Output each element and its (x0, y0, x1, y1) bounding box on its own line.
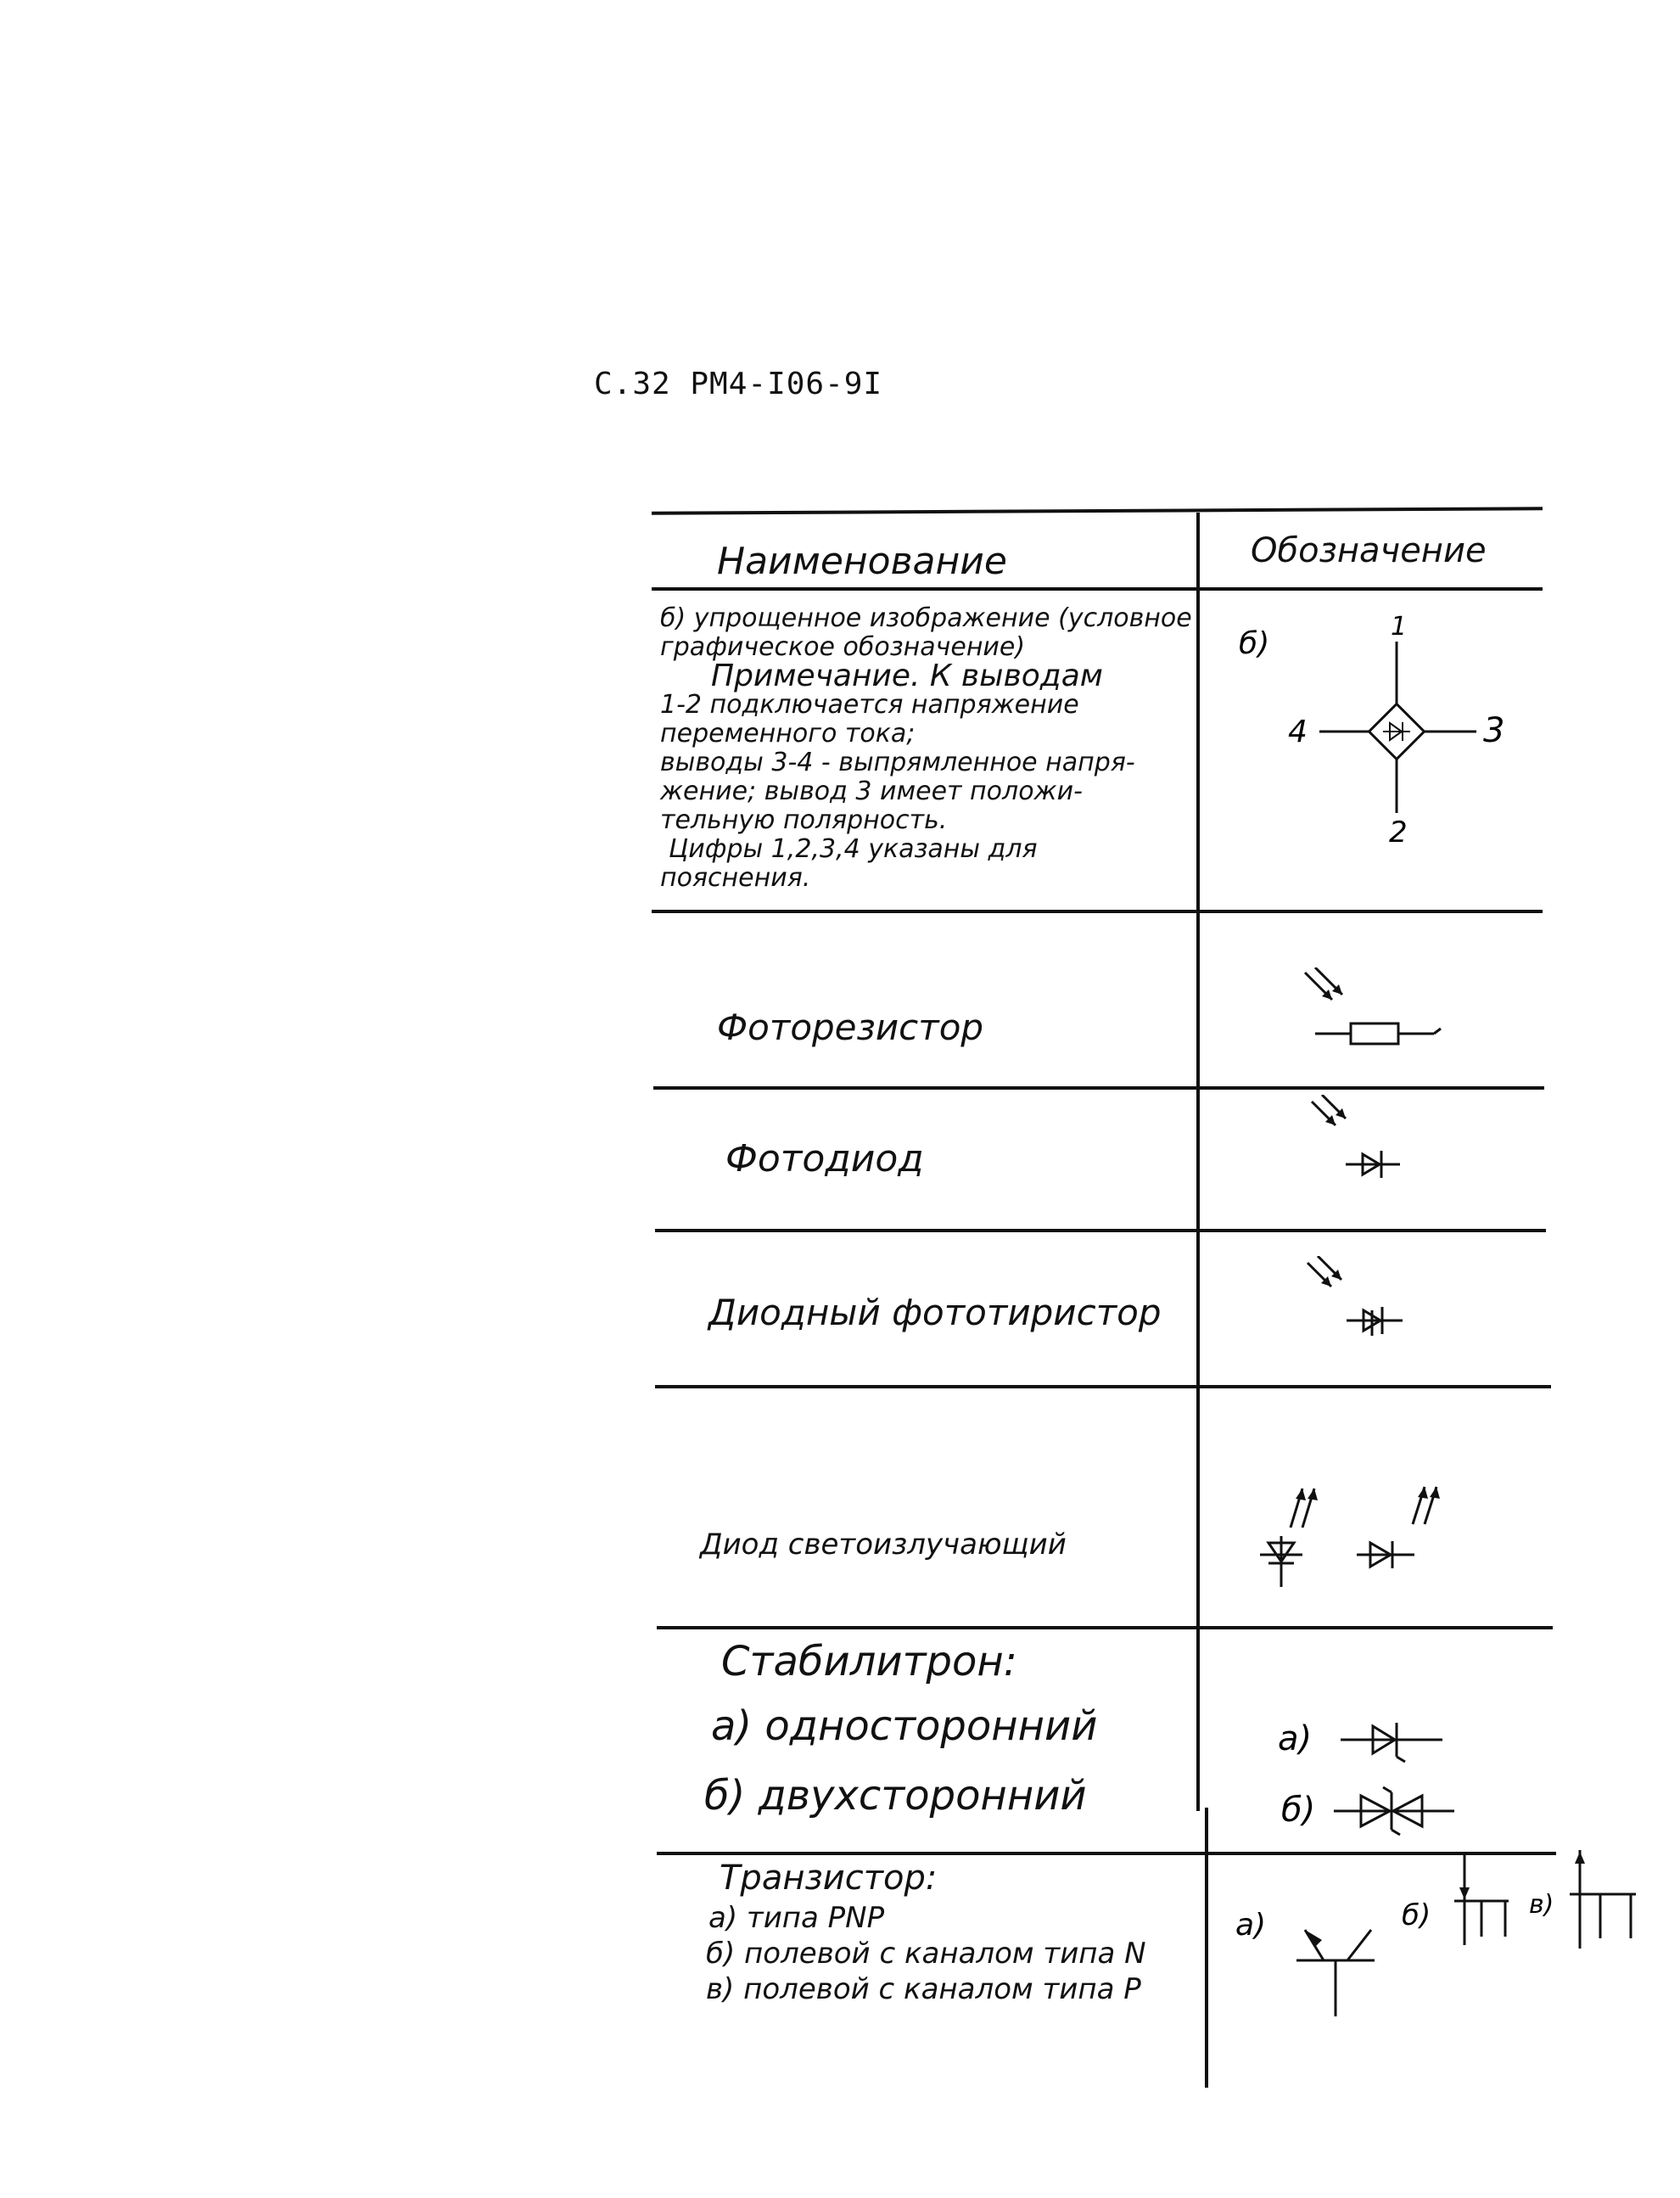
zener-sym-label-a: а) (1278, 1719, 1313, 1758)
bridge-line-6: выводы 3-4 - выпрямленное напря- (660, 748, 1135, 777)
photodiode-name: Фотодиод (725, 1137, 924, 1180)
led-name: Диод светоизлучающий (700, 1528, 1067, 1562)
photoresistor-name: Фоторезистор (717, 1006, 984, 1048)
bridge-line-4: 1-2 подключается напряжение (660, 690, 1079, 720)
zener-item-a: а) односторонний (711, 1702, 1098, 1750)
zener-item-b: б) двухсторонний (704, 1772, 1087, 1820)
transistor-sym-label-c: в) (1529, 1890, 1554, 1920)
led-symbol-vertical (1243, 1477, 1362, 1595)
table-top-rule (652, 507, 1543, 514)
bridge-description (660, 604, 1203, 893)
bridge-line-3: Примечание. К выводам (711, 659, 1103, 693)
row-rule-5 (657, 1626, 1553, 1629)
transistor-item-b: б) полевой с каналом типа N (706, 1937, 1146, 1971)
header-bottom-rule (652, 587, 1543, 591)
transistor-symbol-a (1230, 1859, 1400, 2028)
column-divider-lower (1205, 1808, 1208, 2088)
transistor-symbol-c (1527, 1842, 1655, 1952)
row-rule-1 (652, 910, 1543, 913)
zener-symbol-b (1273, 1777, 1476, 1845)
zener-title: Стабилитрон: (721, 1638, 1017, 1685)
photothyristor-name: Диодный фототиристор (708, 1292, 1162, 1333)
zener-sym-label-b: б) (1281, 1791, 1316, 1830)
zener-symbol-a (1273, 1706, 1459, 1774)
photothyristor-symbol (1302, 1256, 1421, 1358)
row-rule-2 (653, 1086, 1544, 1090)
bridge-line-1: б) упрощенное изображение (условное (660, 603, 1192, 633)
bridge-line-9: Цифры 1,2,3,4 указаны для (669, 834, 1038, 864)
bridge-line-5: переменного тока; (660, 719, 916, 749)
photoresistor-symbol (1298, 967, 1468, 1052)
bridge-line-10: пояснения. (660, 863, 811, 893)
bridge-prefix: б) (1239, 626, 1270, 661)
row-rule-3 (655, 1229, 1546, 1232)
column-header-name: Наименование (717, 540, 1007, 583)
row-rule-4 (655, 1385, 1551, 1388)
bridge-pin-3: 3 (1483, 711, 1505, 750)
bridge-line-2: графическое обозначение) (660, 632, 1026, 662)
transistor-sym-label-a: а) (1235, 1908, 1267, 1943)
photodiode-symbol (1307, 1095, 1425, 1197)
bridge-pin-4: 4 (1288, 715, 1308, 749)
transistor-symbol-b (1400, 1850, 1519, 1952)
bridge-pin-2: 2 (1389, 816, 1408, 849)
transistor-item-c: в) полевой с каналом типа P (706, 1972, 1141, 2006)
page-header: С.32 РМ4-I06-9I (594, 367, 883, 401)
column-header-symbol: Обозначение (1251, 531, 1487, 570)
led-symbol-horizontal (1345, 1477, 1464, 1595)
bridge-line-8: тельную полярность. (660, 805, 948, 835)
transistor-title: Транзистор: (720, 1859, 938, 1898)
bridge-rectifier-symbol (1222, 603, 1544, 857)
bridge-pin-1: 1 (1391, 612, 1408, 642)
transistor-item-a: а) типа PNP (708, 1901, 885, 1935)
transistor-sym-label-b: б) (1402, 1898, 1431, 1932)
bridge-line-7: жение; вывод 3 имеет положи- (660, 777, 1083, 806)
